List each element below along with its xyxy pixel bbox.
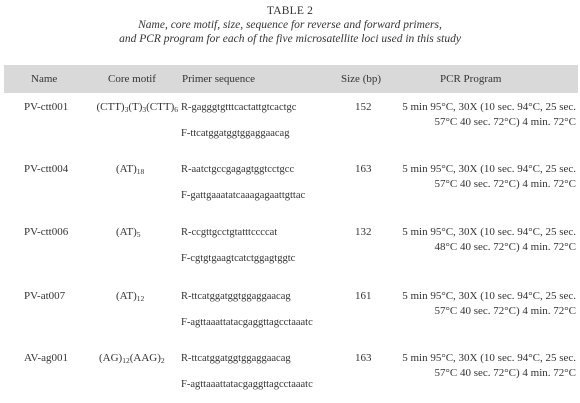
row-reverse-primer: R-ttcatggatggtggaggaacag xyxy=(181,353,291,364)
caption-line-1: Name, core motif, size, sequence for reverse and forward primers, xyxy=(138,19,442,31)
row-core-motif xyxy=(116,163,144,176)
motif-unit: (AT) xyxy=(116,226,137,238)
row-pcr-line-2: 57°C 40 sec. 72°C) 4 min. 72°C xyxy=(434,178,576,190)
row-forward-primer: F-cgtgtgaagtcatctggagtggtc xyxy=(181,253,296,264)
motif-unit: (CTT) xyxy=(96,101,125,113)
row-core-motif xyxy=(116,290,144,303)
header-size: Size (bp) xyxy=(341,73,382,85)
row-name: AV-ag001 xyxy=(24,352,69,364)
row-core-motif xyxy=(99,352,165,365)
header-primer-sequence: Primer sequence xyxy=(182,73,255,85)
caption-line-2: and PCR program for each of the five microsatellite loci used in this study xyxy=(119,33,461,45)
row-pcr-line-1: 5 min 95°C, 30X (10 sec. 94°C, 25 sec. xyxy=(402,101,576,113)
row-size: 163 xyxy=(355,352,372,364)
header-core-motif: Core motif xyxy=(108,73,156,85)
row-core-motif xyxy=(116,226,141,239)
row-name: PV-ctt006 xyxy=(24,226,69,238)
motif-count: 3 xyxy=(124,105,129,114)
motif-unit: (AAG) xyxy=(129,352,161,364)
motif-unit: (CTT) xyxy=(146,101,175,113)
motif-count: 6 xyxy=(174,105,178,114)
header-name: Name xyxy=(31,73,58,85)
header-pcr-program: PCR Program xyxy=(440,73,502,85)
row-reverse-primer: R-ttcatggatggtggaggaacag xyxy=(181,291,291,302)
row-forward-primer: F-agttaaattatacgaggttagcctaaatc xyxy=(181,379,313,390)
motif-count: 12 xyxy=(136,294,145,303)
row-size: 163 xyxy=(355,163,372,175)
motif-count: 12 xyxy=(122,356,130,365)
row-forward-primer: F-ttcatggatggtggaggaacag xyxy=(181,128,290,139)
row-pcr-line-2: 57°C 40 sec. 72°C) 4 min. 72°C xyxy=(434,116,576,128)
motif-unit: (T) xyxy=(128,101,143,113)
motif-count: 18 xyxy=(136,167,145,176)
row-name: PV-at007 xyxy=(24,290,66,302)
motif-unit: (AT) xyxy=(116,290,137,302)
row-name: PV-ctt004 xyxy=(24,163,69,175)
row-pcr-line-1: 5 min 95°C, 30X (10 sec. 94°C, 25 sec. xyxy=(402,290,576,302)
row-reverse-primer: R-ccgttgcctgtatttccccat xyxy=(181,227,278,238)
row-pcr-line-1: 5 min 95°C, 30X (10 sec. 94°C, 25 sec. xyxy=(402,226,576,238)
row-size: 152 xyxy=(355,101,372,113)
motif-unit: (AG) xyxy=(99,352,123,364)
row-reverse-primer: R-aatctgccgagagtggtcctgcc xyxy=(181,164,295,175)
row-reverse-primer: R-gagggtgtttcactattgtcactgc xyxy=(181,102,297,113)
row-pcr-line-2: 57°C 40 sec. 72°C) 4 min. 72°C xyxy=(434,367,576,379)
row-forward-primer: F-gattgaaatatcaaagagaattgttac xyxy=(181,190,306,201)
motif-count: 5 xyxy=(136,230,141,239)
row-pcr-line-2: 48°C 40 sec. 72°C) 4 min. 72°C xyxy=(434,241,576,253)
row-pcr-line-1: 5 min 95°C, 30X (10 sec. 94°C, 25 sec. xyxy=(402,163,576,175)
row-name: PV-ctt001 xyxy=(24,101,69,113)
row-size: 132 xyxy=(355,226,372,238)
row-forward-primer: F-agttaaattatacgaggttagcctaaatc xyxy=(181,317,313,328)
row-size: 161 xyxy=(355,290,372,302)
row-core-motif xyxy=(0,101,178,114)
table-title: TABLE 2 xyxy=(266,5,314,17)
row-pcr-line-2: 57°C 40 sec. 72°C) 4 min. 72°C xyxy=(434,305,576,317)
row-pcr-line-1: 5 min 95°C, 30X (10 sec. 94°C, 25 sec. xyxy=(402,352,576,364)
motif-count: 2 xyxy=(160,356,165,365)
motif-unit: (AT) xyxy=(116,163,137,175)
motif-count: 3 xyxy=(142,105,147,114)
